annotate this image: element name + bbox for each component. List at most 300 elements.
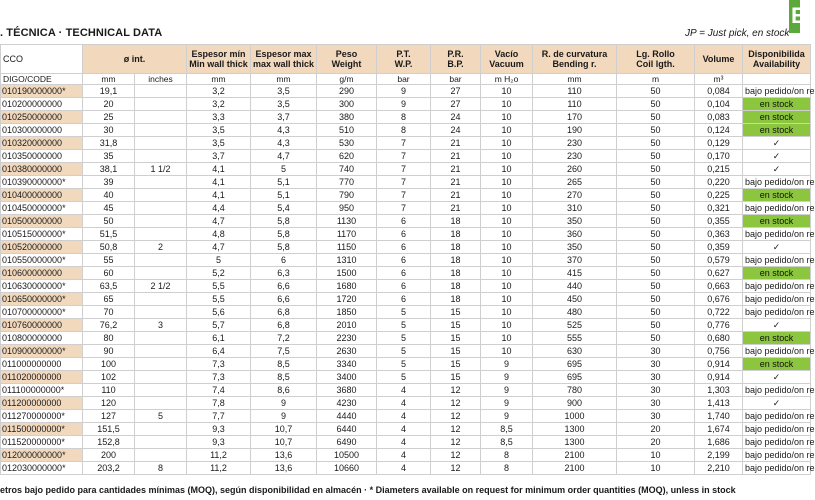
max-wall-thickness: 10,7 xyxy=(251,436,317,449)
min-wall-thickness: 5 xyxy=(187,254,251,267)
working-pressure: 5 xyxy=(377,306,431,319)
availability: bajo pedido/on re xyxy=(743,202,811,215)
min-wall-thickness: 3,7 xyxy=(187,150,251,163)
weight: 950 xyxy=(317,202,377,215)
table-row xyxy=(1,228,811,241)
inner-diameter-mm: 63,5 xyxy=(83,280,135,293)
availability: bajo pedido/on re xyxy=(743,254,811,267)
weight: 2010 xyxy=(317,319,377,332)
product-code: 010380000000 xyxy=(1,163,83,176)
burst-pressure: 15 xyxy=(431,319,481,332)
volume: 0,104 xyxy=(695,98,743,111)
coil-length: 50 xyxy=(617,124,695,137)
vacuum: 10 xyxy=(481,293,533,306)
bending-radius: 555 xyxy=(533,332,617,345)
max-wall-thickness: 4,3 xyxy=(251,137,317,150)
bending-radius: 260 xyxy=(533,163,617,176)
min-wall-thickness: 7,4 xyxy=(187,384,251,397)
bending-radius: 695 xyxy=(533,358,617,371)
inner-diameter-inches: 1 1/2 xyxy=(135,163,187,176)
product-code: 010200000000 xyxy=(1,98,83,111)
bending-radius: 350 xyxy=(533,241,617,254)
coil-length: 30 xyxy=(617,345,695,358)
burst-pressure: 27 xyxy=(431,98,481,111)
inner-diameter-mm: 50 xyxy=(83,215,135,228)
volume: 0,680 xyxy=(695,332,743,345)
table-row xyxy=(1,449,811,462)
table-row xyxy=(1,267,811,280)
vacuum: 10 xyxy=(481,254,533,267)
working-pressure: 6 xyxy=(377,267,431,280)
min-wall-thickness: 4,4 xyxy=(187,202,251,215)
vacuum: 10 xyxy=(481,332,533,345)
min-wall-thickness: 4,1 xyxy=(187,189,251,202)
weight: 1850 xyxy=(317,306,377,319)
availability: en stock xyxy=(743,189,811,202)
bending-radius: 1000 xyxy=(533,410,617,423)
table-row xyxy=(1,163,811,176)
max-wall-thickness: 6,8 xyxy=(251,319,317,332)
coil-length: 50 xyxy=(617,306,695,319)
coil-length: 50 xyxy=(617,189,695,202)
vacuum: 10 xyxy=(481,319,533,332)
weight: 1500 xyxy=(317,267,377,280)
availability: bajo pedido/on re xyxy=(743,423,811,436)
col-max-wall: Espesor max max wall thick xyxy=(251,45,317,74)
max-wall-thickness: 7,5 xyxy=(251,345,317,358)
table-row xyxy=(1,137,811,150)
working-pressure: 9 xyxy=(377,98,431,111)
units-row xyxy=(1,74,811,85)
product-code: 010515000000* xyxy=(1,228,83,241)
burst-pressure: 21 xyxy=(431,137,481,150)
max-wall-thickness: 13,6 xyxy=(251,462,317,475)
table-row xyxy=(1,189,811,202)
bending-radius: 900 xyxy=(533,397,617,410)
burst-pressure: 24 xyxy=(431,111,481,124)
availability: ✓ xyxy=(743,319,811,332)
inner-diameter-mm: 30 xyxy=(83,124,135,137)
min-wall-thickness: 4,1 xyxy=(187,163,251,176)
burst-pressure: 21 xyxy=(431,176,481,189)
min-wall-thickness: 11,2 xyxy=(187,462,251,475)
vacuum: 10 xyxy=(481,176,533,189)
burst-pressure: 27 xyxy=(431,85,481,98)
unit-inches: inches xyxy=(135,74,187,85)
working-pressure: 7 xyxy=(377,189,431,202)
bending-radius: 415 xyxy=(533,267,617,280)
max-wall-thickness: 8,5 xyxy=(251,358,317,371)
coil-length: 30 xyxy=(617,358,695,371)
max-wall-thickness: 6,8 xyxy=(251,306,317,319)
coil-length: 30 xyxy=(617,397,695,410)
unit-mm-min: mm xyxy=(187,74,251,85)
vacuum: 9 xyxy=(481,384,533,397)
bending-radius: 695 xyxy=(533,371,617,384)
inner-diameter-mm: 76,2 xyxy=(83,319,135,332)
max-wall-thickness: 3,7 xyxy=(251,111,317,124)
inner-diameter-mm: 19,1 xyxy=(83,85,135,98)
inner-diameter-mm: 152,8 xyxy=(83,436,135,449)
inner-diameter-inches xyxy=(135,254,187,267)
min-wall-thickness: 3,5 xyxy=(187,137,251,150)
volume: 1,303 xyxy=(695,384,743,397)
availability: en stock xyxy=(743,111,811,124)
weight: 740 xyxy=(317,163,377,176)
product-code: 010520000000 xyxy=(1,241,83,254)
min-wall-thickness: 5,2 xyxy=(187,267,251,280)
table-row xyxy=(1,306,811,319)
inner-diameter-inches: 5 xyxy=(135,410,187,423)
product-code: 010390000000* xyxy=(1,176,83,189)
volume: 1,686 xyxy=(695,436,743,449)
table-row xyxy=(1,176,811,189)
burst-pressure: 12 xyxy=(431,462,481,475)
volume: 0,225 xyxy=(695,189,743,202)
bending-radius: 265 xyxy=(533,176,617,189)
coil-length: 30 xyxy=(617,371,695,384)
bending-radius: 310 xyxy=(533,202,617,215)
inner-diameter-inches xyxy=(135,124,187,137)
bending-radius: 440 xyxy=(533,280,617,293)
min-wall-thickness: 7,7 xyxy=(187,410,251,423)
unit-volume: m³ xyxy=(695,74,743,85)
technical-data-table xyxy=(0,44,815,475)
inner-diameter-inches xyxy=(135,345,187,358)
working-pressure: 7 xyxy=(377,202,431,215)
coil-length: 50 xyxy=(617,111,695,124)
max-wall-thickness: 3,5 xyxy=(251,98,317,111)
inner-diameter-mm: 35 xyxy=(83,150,135,163)
min-wall-thickness: 9,3 xyxy=(187,436,251,449)
product-code: 010600000000 xyxy=(1,267,83,280)
availability: ✓ xyxy=(743,241,811,254)
availability: bajo pedido/on re xyxy=(743,462,811,475)
stock-legend-note: JP = Just pick, en stock xyxy=(685,28,790,39)
bending-radius: 525 xyxy=(533,319,617,332)
min-wall-thickness: 5,5 xyxy=(187,280,251,293)
vacuum: 10 xyxy=(481,189,533,202)
working-pressure: 6 xyxy=(377,241,431,254)
working-pressure: 8 xyxy=(377,124,431,137)
inner-diameter-inches xyxy=(135,449,187,462)
unit-mm-max: mm xyxy=(251,74,317,85)
max-wall-thickness: 5,8 xyxy=(251,215,317,228)
volume: 0,355 xyxy=(695,215,743,228)
col-bending-radius: R. de curvatura Bending r. xyxy=(533,45,617,74)
table-row xyxy=(1,371,811,384)
volume: 0,579 xyxy=(695,254,743,267)
bending-radius: 230 xyxy=(533,150,617,163)
unit-bp: bar xyxy=(431,74,481,85)
inner-diameter-inches: 2 xyxy=(135,241,187,254)
availability: bajo pedido/on re xyxy=(743,345,811,358)
working-pressure: 6 xyxy=(377,293,431,306)
bending-radius: 350 xyxy=(533,215,617,228)
bending-radius: 2100 xyxy=(533,449,617,462)
vacuum: 8,5 xyxy=(481,436,533,449)
max-wall-thickness: 9 xyxy=(251,397,317,410)
volume: 0,756 xyxy=(695,345,743,358)
col-availability: Disponibilida Availability xyxy=(743,45,811,74)
product-code: 010760000000 xyxy=(1,319,83,332)
max-wall-thickness: 5,4 xyxy=(251,202,317,215)
inner-diameter-mm: 200 xyxy=(83,449,135,462)
bending-radius: 1300 xyxy=(533,423,617,436)
max-wall-thickness: 5,8 xyxy=(251,228,317,241)
vacuum: 10 xyxy=(481,228,533,241)
product-code: 012030000000* xyxy=(1,462,83,475)
product-code: 010320000000 xyxy=(1,137,83,150)
brand-logo-letter: E xyxy=(791,3,806,28)
product-code: 010350000000 xyxy=(1,150,83,163)
volume: 2,199 xyxy=(695,449,743,462)
availability: ✓ xyxy=(743,397,811,410)
col-weight: Peso Weight xyxy=(317,45,377,74)
col-burst-pressure: P.R. B.P. xyxy=(431,45,481,74)
vacuum: 10 xyxy=(481,267,533,280)
bending-radius: 270 xyxy=(533,189,617,202)
weight: 300 xyxy=(317,98,377,111)
availability: bajo pedido/on re xyxy=(743,176,811,189)
burst-pressure: 12 xyxy=(431,436,481,449)
weight: 620 xyxy=(317,150,377,163)
bending-radius: 230 xyxy=(533,137,617,150)
unit-code: DIGO/CODE xyxy=(1,74,83,85)
coil-length: 30 xyxy=(617,384,695,397)
burst-pressure: 18 xyxy=(431,254,481,267)
availability: en stock xyxy=(743,124,811,137)
weight: 3340 xyxy=(317,358,377,371)
volume: 0,124 xyxy=(695,124,743,137)
bending-radius: 480 xyxy=(533,306,617,319)
inner-diameter-mm: 39 xyxy=(83,176,135,189)
bending-radius: 190 xyxy=(533,124,617,137)
volume: 1,740 xyxy=(695,410,743,423)
col-code: CCO xyxy=(1,45,83,74)
product-code: 010700000000* xyxy=(1,306,83,319)
min-wall-thickness: 3,2 xyxy=(187,98,251,111)
product-code: 010190000000* xyxy=(1,85,83,98)
vacuum: 10 xyxy=(481,111,533,124)
availability: ✓ xyxy=(743,371,811,384)
working-pressure: 7 xyxy=(377,163,431,176)
col-coil-length: Lg. Rollo Coil lgth. xyxy=(617,45,695,74)
coil-length: 50 xyxy=(617,254,695,267)
vacuum: 10 xyxy=(481,280,533,293)
weight: 530 xyxy=(317,137,377,150)
coil-length: 30 xyxy=(617,410,695,423)
volume: 0,359 xyxy=(695,241,743,254)
product-code: 010630000000* xyxy=(1,280,83,293)
volume: 0,627 xyxy=(695,267,743,280)
coil-length: 50 xyxy=(617,332,695,345)
product-code: 011100000000* xyxy=(1,384,83,397)
vacuum: 10 xyxy=(481,124,533,137)
weight: 2230 xyxy=(317,332,377,345)
burst-pressure: 12 xyxy=(431,397,481,410)
vacuum: 10 xyxy=(481,85,533,98)
inner-diameter-inches xyxy=(135,202,187,215)
unit-vacuum: m H₂o xyxy=(481,74,533,85)
col-min-wall: Espesor mín Min wall thick xyxy=(187,45,251,74)
vacuum: 9 xyxy=(481,410,533,423)
inner-diameter-inches xyxy=(135,176,187,189)
product-code: 010500000000 xyxy=(1,215,83,228)
working-pressure: 5 xyxy=(377,345,431,358)
availability: en stock xyxy=(743,332,811,345)
inner-diameter-inches xyxy=(135,98,187,111)
burst-pressure: 18 xyxy=(431,280,481,293)
table-row xyxy=(1,410,811,423)
availability: ✓ xyxy=(743,163,811,176)
vacuum: 10 xyxy=(481,215,533,228)
volume: 0,914 xyxy=(695,371,743,384)
bending-radius: 450 xyxy=(533,293,617,306)
burst-pressure: 15 xyxy=(431,345,481,358)
coil-length: 50 xyxy=(617,293,695,306)
coil-length: 50 xyxy=(617,319,695,332)
vacuum: 8 xyxy=(481,449,533,462)
burst-pressure: 21 xyxy=(431,189,481,202)
inner-diameter-mm: 110 xyxy=(83,384,135,397)
inner-diameter-inches: 3 xyxy=(135,319,187,332)
bending-radius: 170 xyxy=(533,111,617,124)
unit-length: m xyxy=(617,74,695,85)
inner-diameter-inches xyxy=(135,332,187,345)
vacuum: 10 xyxy=(481,202,533,215)
coil-length: 50 xyxy=(617,150,695,163)
col-inner-diameter: ø int. xyxy=(83,45,187,74)
vacuum: 8 xyxy=(481,462,533,475)
inner-diameter-inches xyxy=(135,111,187,124)
working-pressure: 5 xyxy=(377,319,431,332)
product-code: 010300000000 xyxy=(1,124,83,137)
min-wall-thickness: 3,2 xyxy=(187,85,251,98)
volume: 0,722 xyxy=(695,306,743,319)
coil-length: 50 xyxy=(617,280,695,293)
burst-pressure: 15 xyxy=(431,371,481,384)
product-code: 011020000000 xyxy=(1,371,83,384)
volume: 0,363 xyxy=(695,228,743,241)
table-row xyxy=(1,202,811,215)
coil-length: 10 xyxy=(617,462,695,475)
volume: 0,914 xyxy=(695,358,743,371)
coil-length: 50 xyxy=(617,241,695,254)
vacuum: 10 xyxy=(481,163,533,176)
table-row xyxy=(1,254,811,267)
table-row xyxy=(1,319,811,332)
coil-length: 50 xyxy=(617,98,695,111)
working-pressure: 4 xyxy=(377,436,431,449)
burst-pressure: 18 xyxy=(431,293,481,306)
weight: 770 xyxy=(317,176,377,189)
inner-diameter-inches xyxy=(135,267,187,280)
product-code: 010450000000* xyxy=(1,202,83,215)
max-wall-thickness: 9 xyxy=(251,410,317,423)
inner-diameter-mm: 31,8 xyxy=(83,137,135,150)
inner-diameter-mm: 90 xyxy=(83,345,135,358)
availability: bajo pedido/on re xyxy=(743,449,811,462)
col-volume: Volume xyxy=(695,45,743,74)
unit-mm: mm xyxy=(83,74,135,85)
coil-length: 50 xyxy=(617,228,695,241)
bending-radius: 2100 xyxy=(533,462,617,475)
min-wall-thickness: 6,1 xyxy=(187,332,251,345)
table-row xyxy=(1,345,811,358)
inner-diameter-mm: 50,8 xyxy=(83,241,135,254)
weight: 3680 xyxy=(317,384,377,397)
inner-diameter-mm: 55 xyxy=(83,254,135,267)
working-pressure: 7 xyxy=(377,176,431,189)
volume: 0,215 xyxy=(695,163,743,176)
min-wall-thickness: 5,6 xyxy=(187,306,251,319)
inner-diameter-inches xyxy=(135,228,187,241)
vacuum: 9 xyxy=(481,397,533,410)
burst-pressure: 18 xyxy=(431,228,481,241)
working-pressure: 4 xyxy=(377,449,431,462)
min-wall-thickness: 7,8 xyxy=(187,397,251,410)
min-wall-thickness: 6,4 xyxy=(187,345,251,358)
burst-pressure: 24 xyxy=(431,124,481,137)
weight: 1150 xyxy=(317,241,377,254)
volume: 0,776 xyxy=(695,319,743,332)
working-pressure: 4 xyxy=(377,410,431,423)
working-pressure: 4 xyxy=(377,397,431,410)
weight: 6490 xyxy=(317,436,377,449)
vacuum: 9 xyxy=(481,371,533,384)
weight: 3400 xyxy=(317,371,377,384)
inner-diameter-inches xyxy=(135,423,187,436)
vacuum: 10 xyxy=(481,345,533,358)
unit-weight: g/m xyxy=(317,74,377,85)
inner-diameter-mm: 127 xyxy=(83,410,135,423)
burst-pressure: 12 xyxy=(431,384,481,397)
coil-length: 50 xyxy=(617,85,695,98)
inner-diameter-mm: 80 xyxy=(83,332,135,345)
inner-diameter-mm: 45 xyxy=(83,202,135,215)
page-header xyxy=(0,0,806,44)
max-wall-thickness: 6,3 xyxy=(251,267,317,280)
inner-diameter-inches xyxy=(135,384,187,397)
inner-diameter-mm: 65 xyxy=(83,293,135,306)
weight: 2630 xyxy=(317,345,377,358)
volume: 0,084 xyxy=(695,85,743,98)
weight: 380 xyxy=(317,111,377,124)
unit-radius: mm xyxy=(533,74,617,85)
working-pressure: 6 xyxy=(377,228,431,241)
volume: 0,129 xyxy=(695,137,743,150)
max-wall-thickness: 7,2 xyxy=(251,332,317,345)
vacuum: 10 xyxy=(481,150,533,163)
inner-diameter-inches xyxy=(135,85,187,98)
max-wall-thickness: 6 xyxy=(251,254,317,267)
col-vacuum: Vacío Vacuum xyxy=(481,45,533,74)
working-pressure: 5 xyxy=(377,358,431,371)
coil-length: 50 xyxy=(617,267,695,280)
table-row xyxy=(1,358,811,371)
availability: bajo pedido/on re xyxy=(743,384,811,397)
volume: 1,413 xyxy=(695,397,743,410)
product-code: 010800000000 xyxy=(1,332,83,345)
product-code: 011200000000 xyxy=(1,397,83,410)
inner-diameter-mm: 20 xyxy=(83,98,135,111)
header-row xyxy=(1,45,811,74)
coil-length: 20 xyxy=(617,436,695,449)
min-wall-thickness: 11,2 xyxy=(187,449,251,462)
inner-diameter-mm: 51,5 xyxy=(83,228,135,241)
max-wall-thickness: 4,7 xyxy=(251,150,317,163)
